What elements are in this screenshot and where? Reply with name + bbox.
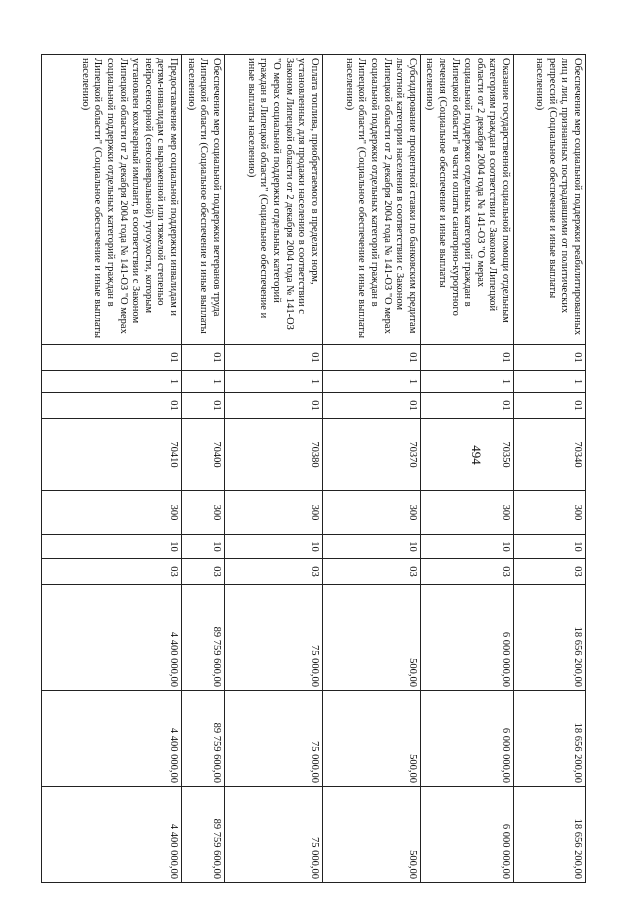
amount-year-2: 18 656 200,00 xyxy=(514,691,586,787)
subprogram-code: 1 xyxy=(514,371,586,393)
page-number: 494 xyxy=(469,445,484,465)
subsection-code: 03 xyxy=(322,559,420,585)
amount-year-3: 75 000,00 xyxy=(224,787,322,883)
expense-type-code: 300 xyxy=(322,491,420,535)
row-description: Обеспечение мер социальной поддержки реабилитированных лиц и лиц, признанных пострадавшими от политических репрессий (Социальное обеспечение и иные выплаты населению) xyxy=(514,55,586,345)
table-row xyxy=(420,55,513,883)
amount-year-3: 500,00 xyxy=(322,787,420,883)
section-code: 10 xyxy=(42,535,182,559)
program-code: 01 xyxy=(224,345,322,371)
expense-type-code: 300 xyxy=(514,491,586,535)
section-code: 10 xyxy=(182,535,225,559)
expense-direction-code: 70370 xyxy=(322,419,420,491)
table-row xyxy=(182,55,225,883)
expense-direction-code: 70380 xyxy=(224,419,322,491)
amount-year-2: 75 000,00 xyxy=(224,691,322,787)
event-code: 01 xyxy=(182,393,225,419)
section-code: 10 xyxy=(514,535,586,559)
table-row xyxy=(322,55,420,883)
event-code: 01 xyxy=(514,393,586,419)
amount-year-1: 4 400 000,00 xyxy=(42,585,182,691)
budget-table-rotated xyxy=(50,54,586,882)
budget-table xyxy=(41,54,586,883)
subsection-code: 03 xyxy=(182,559,225,585)
expense-type-code: 300 xyxy=(42,491,182,535)
subsection-code: 03 xyxy=(224,559,322,585)
row-description: Предоставление мер социальной поддержки инвалидам и детям-инвалидам с выраженной или тяжелой степенью нейросенсорной (сенсоневральной) тугоухости, которым установлен кохлеарный имплант, в соответствии с Законом Липецкой области от 2 декабря 2004 года № 141-ОЗ "О мерах социальной поддержки отдельных категорий граждан в Липецкой области" (Социальное обеспечение и иные выплаты населению) xyxy=(42,55,182,345)
amount-year-1: 500,00 xyxy=(322,585,420,691)
event-code: 01 xyxy=(420,393,513,419)
row-description: Обеспечение мер социальной поддержки ветеранов труда Липецкой области (Социальное обеспечение и иные выплаты населению) xyxy=(182,55,225,345)
subprogram-code: 1 xyxy=(182,371,225,393)
subsection-code: 03 xyxy=(514,559,586,585)
expense-type-code: 300 xyxy=(182,491,225,535)
amount-year-3: 6 000 000,00 xyxy=(420,787,513,883)
amount-year-3: 4 400 000,00 xyxy=(42,787,182,883)
program-code: 01 xyxy=(42,345,182,371)
subprogram-code: 1 xyxy=(42,371,182,393)
program-code: 01 xyxy=(514,345,586,371)
amount-year-3: 89 759 600,00 xyxy=(182,787,225,883)
expense-direction-code: 70410 xyxy=(42,419,182,491)
expense-direction-code: 70340 xyxy=(514,419,586,491)
amount-year-2: 4 400 000,00 xyxy=(42,691,182,787)
amount-year-2: 6 000 000,00 xyxy=(420,691,513,787)
table-row xyxy=(224,55,322,883)
expense-type-code: 300 xyxy=(224,491,322,535)
row-description: Оказание государственной социальной помощи отдельным категориям граждан в соответствии с Законом Липецкой области от 2 декабря 2004 года № 141-ОЗ "О мерах социальной поддержки отдельных категорий граждан в Липецкой области" в части оплаты санаторно-курортного лечения (Социальное обеспечение и иные выплаты населению) xyxy=(420,55,513,345)
event-code: 01 xyxy=(42,393,182,419)
row-description: Субсидирование процентной ставки по банковским кредитам льготной категории населения в соответствии с Законом Липецкой области от 2 декабря 2004 года № 141-ОЗ "О мерах социальной поддержки отдельных категорий граждан в Липецкой области" (Социальное обеспечение и иные выплаты населению) xyxy=(322,55,420,345)
amount-year-1: 18 656 200,00 xyxy=(514,585,586,691)
program-code: 01 xyxy=(420,345,513,371)
expense-type-code: 300 xyxy=(420,491,513,535)
amount-year-1: 6 000 000,00 xyxy=(420,585,513,691)
section-code: 10 xyxy=(224,535,322,559)
expense-direction-code: 70400 xyxy=(182,419,225,491)
event-code: 01 xyxy=(224,393,322,419)
amount-year-2: 89 759 600,00 xyxy=(182,691,225,787)
amount-year-2: 500,00 xyxy=(322,691,420,787)
amount-year-1: 75 000,00 xyxy=(224,585,322,691)
amount-year-3: 18 656 200,00 xyxy=(514,787,586,883)
section-code: 10 xyxy=(420,535,513,559)
subprogram-code: 1 xyxy=(322,371,420,393)
amount-year-1: 89 759 600,00 xyxy=(182,585,225,691)
event-code: 01 xyxy=(322,393,420,419)
program-code: 01 xyxy=(322,345,420,371)
expense-direction-code: 70350 xyxy=(420,419,513,491)
subsection-code: 03 xyxy=(420,559,513,585)
table-row xyxy=(42,55,182,883)
subsection-code: 03 xyxy=(42,559,182,585)
program-code: 01 xyxy=(182,345,225,371)
section-code: 10 xyxy=(322,535,420,559)
table-row xyxy=(514,55,586,883)
subprogram-code: 1 xyxy=(420,371,513,393)
row-description: Оплата топлива, приобретаемого в пределах норм, установленных для продажи населению в соответствии с Законом Липецкой области от 2 декабря 2004 года № 141-ОЗ "О мерах социальной поддержки отдельных категорий граждан в Липецкой области" (Социальное обеспечение и иные выплаты населению) xyxy=(224,55,322,345)
subprogram-code: 1 xyxy=(224,371,322,393)
